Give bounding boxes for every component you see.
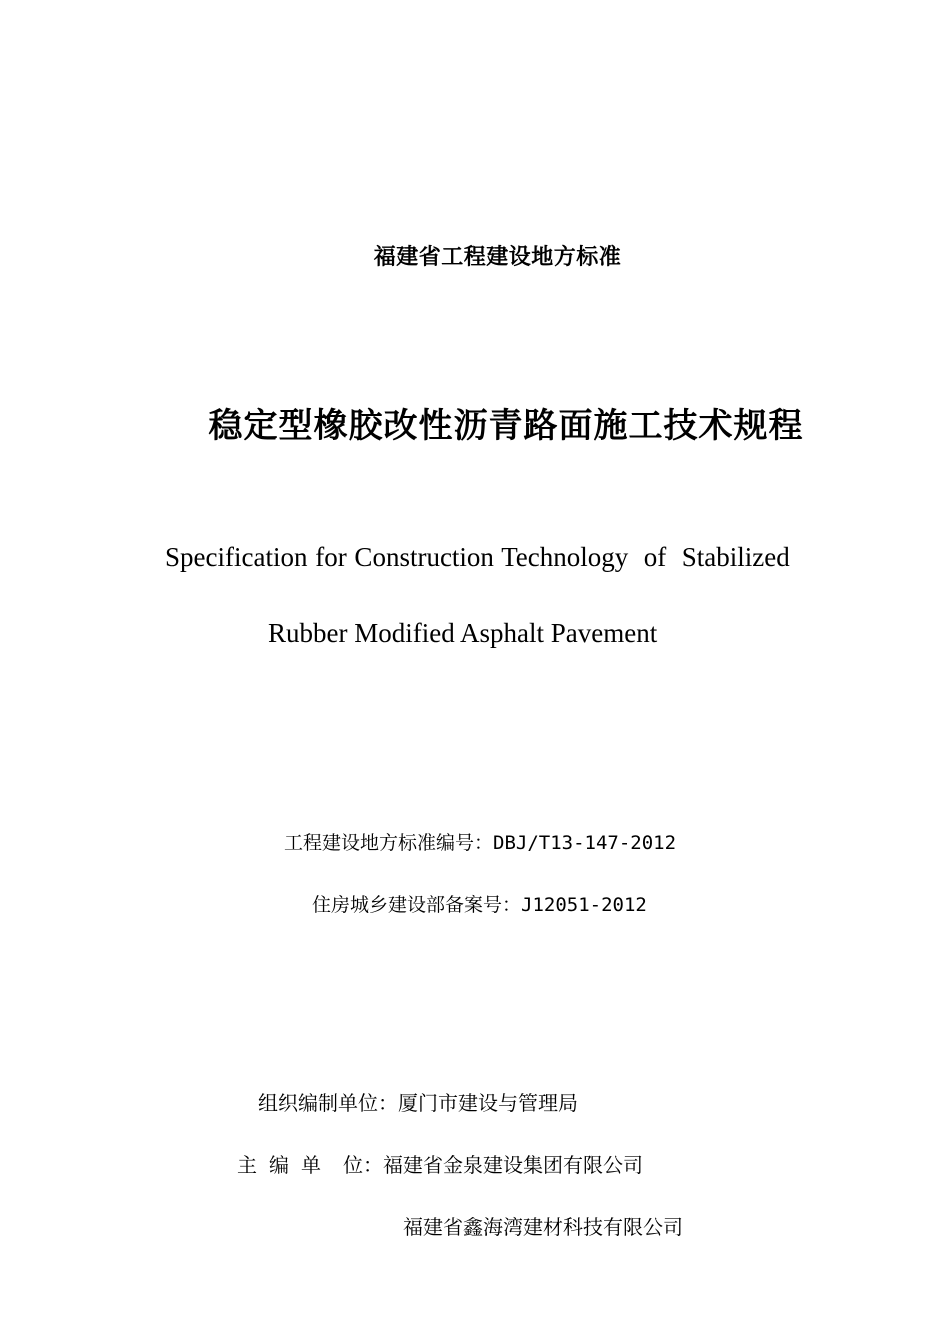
chief-editor-unit-value-1: 福建省金泉建设集团有限公司 (383, 1153, 643, 1177)
english-title-line-2: Rubber Modified Asphalt Pavement (268, 618, 658, 648)
organizing-unit (258, 1087, 578, 1116)
record-number: 住房城乡建设部备案号：J12051-2012 (312, 894, 647, 916)
organizing-unit-label: 组织编制单位： (258, 1091, 398, 1115)
organizing-unit-value: 厦门市建设与管理局 (398, 1091, 578, 1115)
main-title: 稳定型橡胶改性沥青路面施工技术规程 (208, 406, 804, 446)
chief-editor-unit-label: 主编单 (237, 1153, 333, 1177)
chief-editor-unit-label-end: 位： (343, 1153, 383, 1177)
standard-number: 工程建设地方标准编号：DBJ/T13-147-2012 (284, 832, 677, 854)
series-title: 福建省工程建设地方标准 (373, 245, 622, 270)
english-title-line-1: Specification for Construction Technology of Stabilized (165, 542, 790, 572)
chief-editor-unit-value-2: 福建省鑫海湾建材科技有限公司 (403, 1215, 683, 1239)
chief-editor-unit (237, 1149, 643, 1178)
